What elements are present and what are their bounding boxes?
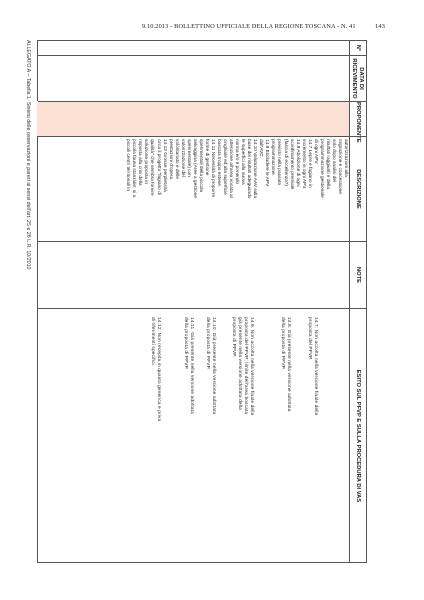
description-line: soluzione proposta in — [143, 139, 149, 184]
description-line: incremento in ogni APV. — [300, 139, 306, 190]
description-line: sconfinamento premiale — [288, 139, 294, 190]
header-n: N° — [355, 44, 361, 52]
esito-line: di riferimenti specifici. — [150, 317, 156, 367]
divider-n — [38, 55, 366, 56]
description-line: boscata troppo estese. — [216, 139, 222, 188]
description-line: previsto nella passata — [276, 139, 282, 185]
header-descrizione: DESCRIZIONE — [355, 169, 361, 209]
description-line: volontariato e delle — [173, 139, 179, 179]
esito-line: della proposta di PFVP. — [183, 317, 189, 370]
esito-line: 14.10. Già presente nella versione adottata — [211, 317, 216, 415]
description-line: autorizzazioni alla — [343, 139, 348, 177]
description-cell — [124, 139, 348, 239]
description-line: programmazione. — [270, 139, 276, 176]
description-line: piccoli centri territoriali in — [125, 139, 131, 192]
header-esito: ESITO SUL PFVP E SULLA PROCEDURA DI VAS — [355, 369, 361, 503]
esito-line: 14.7. Non accolta nella versione finale della — [313, 317, 318, 416]
description-line: 14.10 Valutazione AAV sulla — [252, 139, 258, 198]
description-line: di ogni APV. — [312, 139, 318, 165]
esito-line: già presente nella versione adottata della — [237, 317, 243, 410]
description-line: forme di gestione — [203, 139, 209, 176]
description-line: base dei risultati adeguando — [246, 139, 252, 199]
page-number: 143 — [375, 23, 385, 30]
esito-line: 14.12. Non recepita in quanto generica e priva — [156, 317, 161, 422]
description-line: sperimentali della piccola — [197, 139, 203, 193]
divider-data — [38, 101, 366, 102]
description-line: cinghiale ed alla superficie — [222, 139, 228, 195]
header-data-ricevimento: DATA DI RICEVIMENTO — [351, 58, 364, 99]
description-line: 14.9 Escludere le APV — [264, 139, 270, 187]
description-line: migrazione e concessione — [336, 139, 342, 194]
description-line: solo dopo analisi dei — [330, 139, 336, 183]
description-line: qualità" che sembra fornire — [149, 139, 155, 196]
proponente-column-shade — [37, 101, 349, 136]
description-line: risultati raggiunti e della — [324, 139, 330, 189]
description-line: 14.8 Abolizione di ogni — [294, 139, 300, 187]
description-line: selvaggina (Aree a gestione — [191, 139, 197, 198]
description-line: 14.11 Necessità di proporre — [209, 139, 215, 197]
description-line: norma e/o e ponendo — [234, 139, 240, 185]
esito-line: 14.8. Già presente nella versione adottata — [286, 317, 291, 412]
description-line: programmazione gestionale — [318, 139, 324, 198]
description-line: dall'AVC. — [258, 139, 264, 159]
header-proponente: PROPONENTE — [355, 102, 361, 143]
description-line: circa il progetto "fagiano di — [155, 139, 161, 195]
esito-paragraph — [149, 317, 161, 421]
description-line: le superfici alla nuova — [240, 139, 246, 185]
observations-table — [37, 40, 367, 563]
description-line: (fascia di eccellenza?) — [282, 139, 288, 186]
divider-proponente — [38, 136, 366, 137]
esito-cell — [38, 309, 366, 563]
esito-paragraph — [279, 317, 291, 412]
esito-line: della proposta di PFVP. — [205, 317, 211, 370]
description-line: piccola fauna stanziale; si a — [131, 139, 137, 198]
esito-paragraph — [182, 317, 194, 414]
description-line: sperimentale) con — [185, 139, 191, 177]
description-line: prestazioni d'opera. — [167, 139, 173, 181]
esito-paragraph — [306, 317, 318, 415]
description-line: attenzione all'area vocata al — [228, 139, 234, 198]
esito-line: proposta del PFVP; limite dell'area boscata — [243, 317, 249, 415]
esito-paragraph — [204, 317, 216, 414]
description-line: risposta alla crisi della — [137, 139, 143, 186]
esito-line: 14.9. Non accolta nella versione finale della — [249, 317, 254, 416]
description-line: 14.7 Lepre e fagiano in — [306, 139, 312, 188]
esito-line: della proposta di PFVP. — [280, 317, 286, 370]
running-header-text: 9.10.2013 - BOLLETTINO UFFICIALE DELLA REGIONE TOSCANA - N. 41 — [142, 23, 356, 30]
header-note: NOTE — [355, 266, 361, 284]
description-line: valorizzazione del — [179, 139, 185, 177]
esito-line: proposta di PFVP. — [231, 317, 237, 358]
esito-line: proposta del PFVP. — [307, 317, 313, 361]
description-line: 14.12 Grosse perplessità — [161, 139, 167, 192]
esito-line: 14.11. Già presente nella versione adottata — [189, 317, 194, 414]
table-caption: ALLEGATO A – Tabella 1. Sintesi delle osservazioni e pareri ai sensi dell'art. 25 e 26 L.R. 10/2010 — [25, 40, 31, 270]
esito-paragraph — [230, 317, 254, 415]
